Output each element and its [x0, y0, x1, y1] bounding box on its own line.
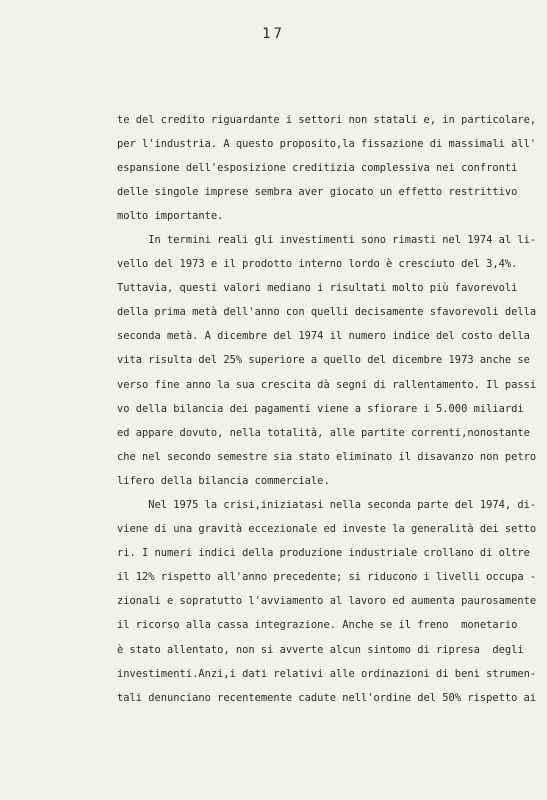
text-line: il ricorso alla cassa integrazione. Anche se il freno monetario	[117, 619, 518, 632]
text-line: della prima metà dell'anno con quelli decisamente sfavorevoli della	[117, 306, 537, 319]
text-line: investimenti.Anzi,i dati relativi alle ordinazioni di beni strumen-	[117, 667, 537, 680]
text-line: per l'industria. A questo proposito,la fissazione di massimali all'	[117, 138, 537, 151]
paragraph-1	[117, 108, 537, 228]
paragraph-3	[117, 493, 537, 710]
page-number: 17	[262, 26, 285, 42]
text-line: Tuttavia, questi valori mediano i risultati molto più favorevoli	[117, 282, 518, 295]
text-line: espansione dell'esposizione creditizia complessiva nei confronti	[117, 162, 518, 175]
text-line: tali denunciano recentemente cadute nell'ordine del 50% rispetto ai	[117, 691, 537, 704]
text-line: te del credito riguardante i settori non statali e, in particolare,	[117, 114, 537, 126]
text-line: Nel 1975 la crisi,iniziatasi nella seconda parte del 1974, di-	[117, 499, 537, 511]
text-line: viene di una gravità eccezionale ed investe la generalità dei setto	[117, 523, 537, 536]
text-line: il 12% rispetto all'anno precedente; si riducono i livelli occupa -	[117, 571, 537, 584]
text-line: In termini reali gli investimenti sono rimasti nel 1974 al li-	[117, 234, 537, 246]
text-line: è stato allentato, non si avverte alcun sintomo di ripresa degli	[117, 643, 524, 656]
text-line: lifero della bilancia commerciale.	[117, 474, 330, 487]
text-line: delle singole imprese sembra aver giocato un effetto restrittivo	[117, 186, 518, 199]
text-line: vita risulta del 25% superiore a quello del dicembre 1973 anche se	[117, 354, 530, 367]
text-line: seconda metà. A dicembre del 1974 il numero indice del costo della	[117, 330, 530, 343]
text-line: vo della bilancia dei pagamenti viene a sfiorare i 5.000 miliardi	[117, 402, 524, 415]
text-line: che nel secondo semestre sia stato eliminato il disavanzo non petro	[117, 450, 537, 463]
text-line: molto importante.	[117, 210, 224, 223]
text-line: ed appare dovuto, nella totalità, alle partite correnti,nonostante	[117, 426, 530, 439]
text-line: vello del 1973 e il prodotto interno lordo è cresciuto del 3,4%.	[117, 258, 518, 271]
text-line: verso fine anno la sua crescita dà segni di rallentamento. Il passi	[117, 378, 537, 391]
text-line: ri. I numeri indici della produzione industriale crollano di oltre	[117, 547, 530, 560]
paragraph-2	[117, 228, 537, 493]
text-line: zionali e sopratutto l'avviamento al lavoro ed aumenta paurosamente	[117, 595, 537, 608]
